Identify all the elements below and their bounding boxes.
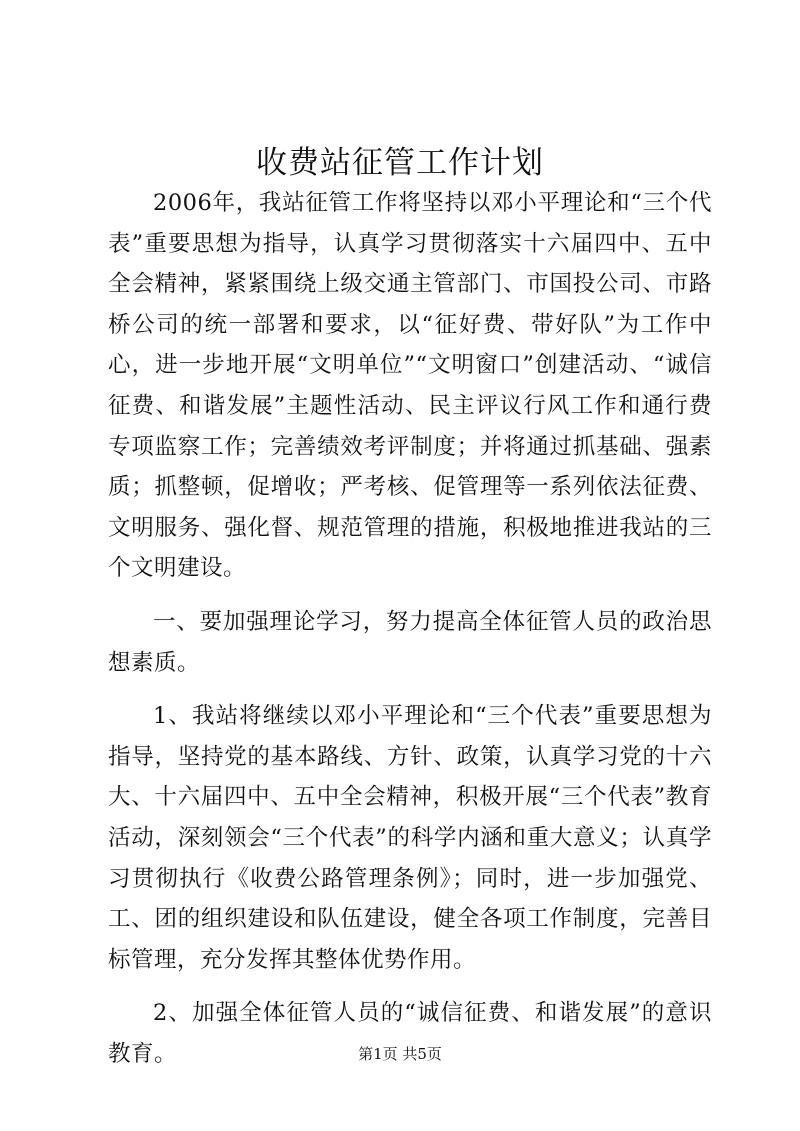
paragraph-item-1: 1、我站将继续以邓小平理论和“三个代表”重要思想为指导，坚持党的基本路线、方针、政策，认真学习党的十六大、十六届四中、五中全会精神，积极开展“三个代表”教育活动，深刻领会“三个代表”的科学内涵和重大意义；认真学习贯彻执行《收费公路管理条例》；同时，进一步加强党、工、团的组织建设和队伍建设，健全各项工作制度，完善目标管理，充分发挥其整体优势作用。 [108,703,712,973]
document-title: 收费站征管工作计划 [256,145,544,181]
page-footer: 第1页 共5页 [358,1045,442,1063]
paragraph-intro: 2006年，我站征管工作将坚持以邓小平理论和“三个代表”重要思想为指导，认真学习贯彻落实十六届四中、五中全会精神，紧紧围绕上级交通主管部门、市国投公司、市路桥公司的统一部署和要求，以“征好费、带好队”为工作中心，进一步地开展“文明单位”“文明窗口”创建活动、“诚信征费、和谐发展”主题性活动、民主评议行风工作和通行费专项监察工作；完善绩效考评制度；并将通过抓基础、强素质；抓整顿，促增收；严考核、促管理等一系列依法征费、文明服务、强化督、规范管理的措施，积极地推进我站的三个文明建设。 [108,190,712,582]
paragraph-section-1: 一、要加强理论学习，努力提高全体征管人员的政治思想素质。 [108,608,712,676]
document-body [108,183,712,1074]
paragraph-item-2: 2、加强全体征管人员的“诚信征费、和谐发展”的意识教育。 [108,1000,712,1067]
